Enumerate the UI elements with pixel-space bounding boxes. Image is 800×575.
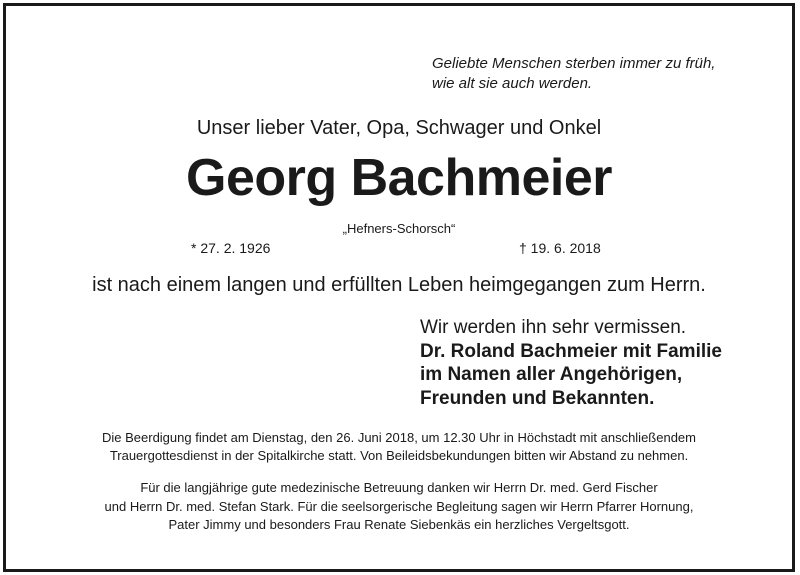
death-date: † 19. 6. 2018 <box>519 240 601 256</box>
signature-line-4: Freunden und Bekannten. <box>420 387 655 409</box>
deceased-name: Georg Bachmeier <box>186 149 612 207</box>
birth-date: * 27. 2. 1926 <box>191 240 271 256</box>
signature-line-3: im Namen aller Angehörigen, <box>420 364 683 385</box>
signature-line-1: Wir werden ihn sehr vermissen. <box>420 317 687 338</box>
obituary-frame <box>3 3 795 572</box>
family-signature <box>420 316 722 410</box>
thanks-line-2: und Herrn Dr. med. Stefan Stark. Für die seelsorgerische Begleitung sagen wir Herrn Pfarrer Hornung, <box>104 498 694 514</box>
funeral-line-1: Die Beerdigung findet am Dienstag, den 26. Juni 2018, um 12.30 Uhr in Höchstadt mit anschließendem <box>101 430 696 445</box>
motto-line-1: Geliebte Menschen sterben immer zu früh, <box>432 55 716 72</box>
motto-line-2: wie alt sie auch werden. <box>432 75 593 92</box>
thanks-notice <box>6 479 792 535</box>
motto-quote <box>432 54 715 94</box>
thanks-line-3: Pater Jimmy und besonders Frau Renate Siebenkäs ein herzliches Vergeltsgott. <box>168 517 630 532</box>
funeral-line-2: Trauergottesdienst in der Spitalkirche statt. Von Beileidsbekundungen bitten wir Abstand zu nehmen. <box>109 448 689 463</box>
signature-line-2: Dr. Roland Bachmeier mit Familie <box>420 340 722 362</box>
nickname: „Hefners-Schorsch“ <box>342 221 456 236</box>
thanks-line-1: Für die langjährige gute medezinische Betreuung danken wir Herrn Dr. med. Gerd Fischer <box>140 480 658 495</box>
funeral-notice <box>6 429 792 465</box>
intro-line: Unser lieber Vater, Opa, Schwager und Onkel <box>196 117 602 139</box>
passed-away-text: ist nach einem langen und erfüllten Leben heimgegangen zum Herrn. <box>92 274 706 296</box>
